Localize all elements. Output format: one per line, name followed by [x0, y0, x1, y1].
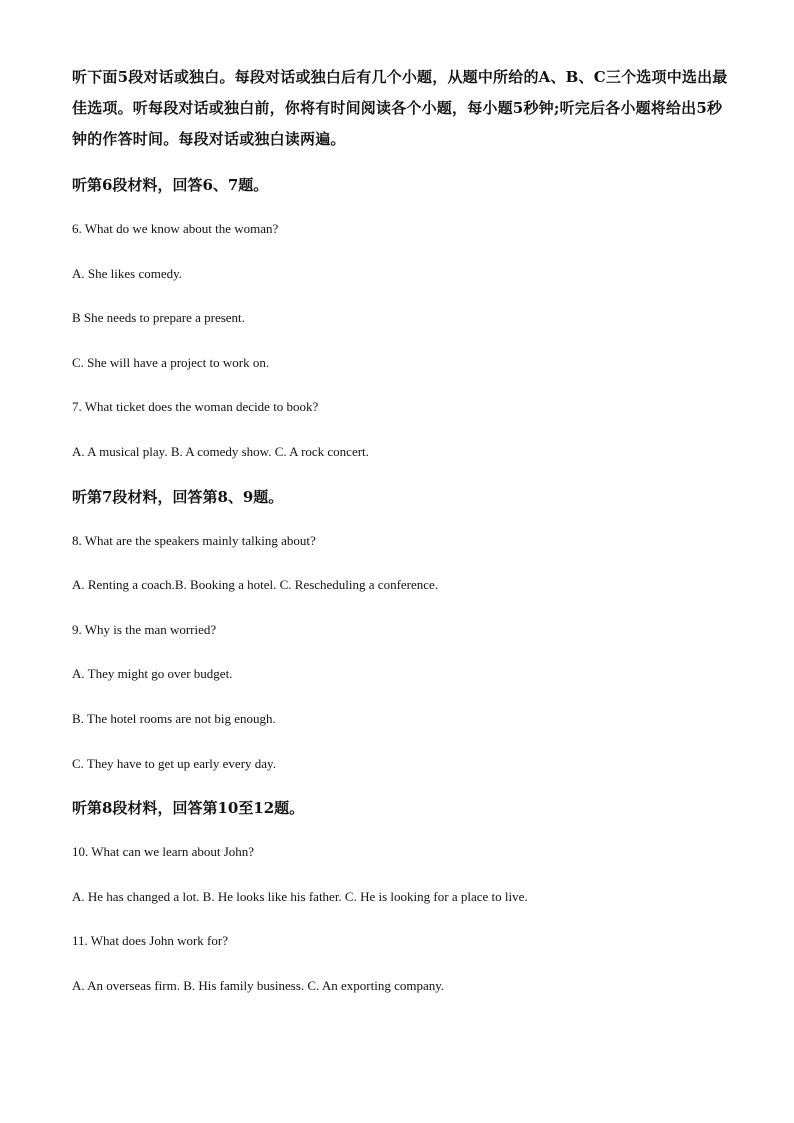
question-6-option-c: C. She will have a project to work on. [72, 354, 270, 370]
question-6: 6. What do we know about the woman? [72, 221, 279, 236]
question-6-option-b: B She needs to prepare a present. [72, 310, 245, 326]
section-heading: 听第7段材料，回答第8、9题。 [72, 487, 284, 506]
section-3 [72, 786, 732, 1008]
question-6-option-a: A. She likes comedy. [72, 265, 182, 281]
question-8-options: A. Renting a coach.B. Booking a hotel. C. Rescheduling a conference. [72, 577, 439, 593]
section-heading: 听第6段材料，回答6、7题。 [72, 176, 269, 194]
question-10: 10. What can we learn about John? [72, 844, 255, 860]
question-10-options: A. He has changed a lot. B. He looks like his father. C. He is looking for a place to live. [72, 888, 528, 904]
question-11: 11. What does John work for? [72, 933, 228, 949]
listening-instructions: 听下面5段对话或独白。每段对话或独白后有几个小题，从题中所给的A、B、C三个选项中选出最佳选项。听每段对话或独白前，你将有时间阅读各个小题，每小题5秒钟;听完后各小题将给出5秒钟的作答时间。每段对话或独白读两遍。 [72, 68, 728, 148]
question-11-options: A. An overseas firm. B. His family business. C. An exporting company. [72, 977, 445, 993]
question-9-option-c: C. They have to get up early every day. [72, 755, 276, 771]
spacer [72, 155, 732, 163]
section-heading: 听第8段材料，回答第10至12题。 [72, 799, 305, 818]
question-7: 7. What ticket does the woman decide to book? [72, 399, 319, 415]
question-7-options: A. A musical play. B. A comedy show. C. A rock concert. [72, 443, 369, 459]
question-8: 8. What are the speakers mainly talking about? [72, 532, 316, 548]
question-9-option-b: B. The hotel rooms are not big enough. [72, 710, 276, 726]
question-9: 9. Why is the man worried? [72, 621, 217, 637]
document-page [72, 62, 732, 1009]
section-2 [72, 475, 732, 787]
section-1 [72, 163, 732, 475]
question-9-option-a: A. They might go over budget. [72, 666, 233, 682]
